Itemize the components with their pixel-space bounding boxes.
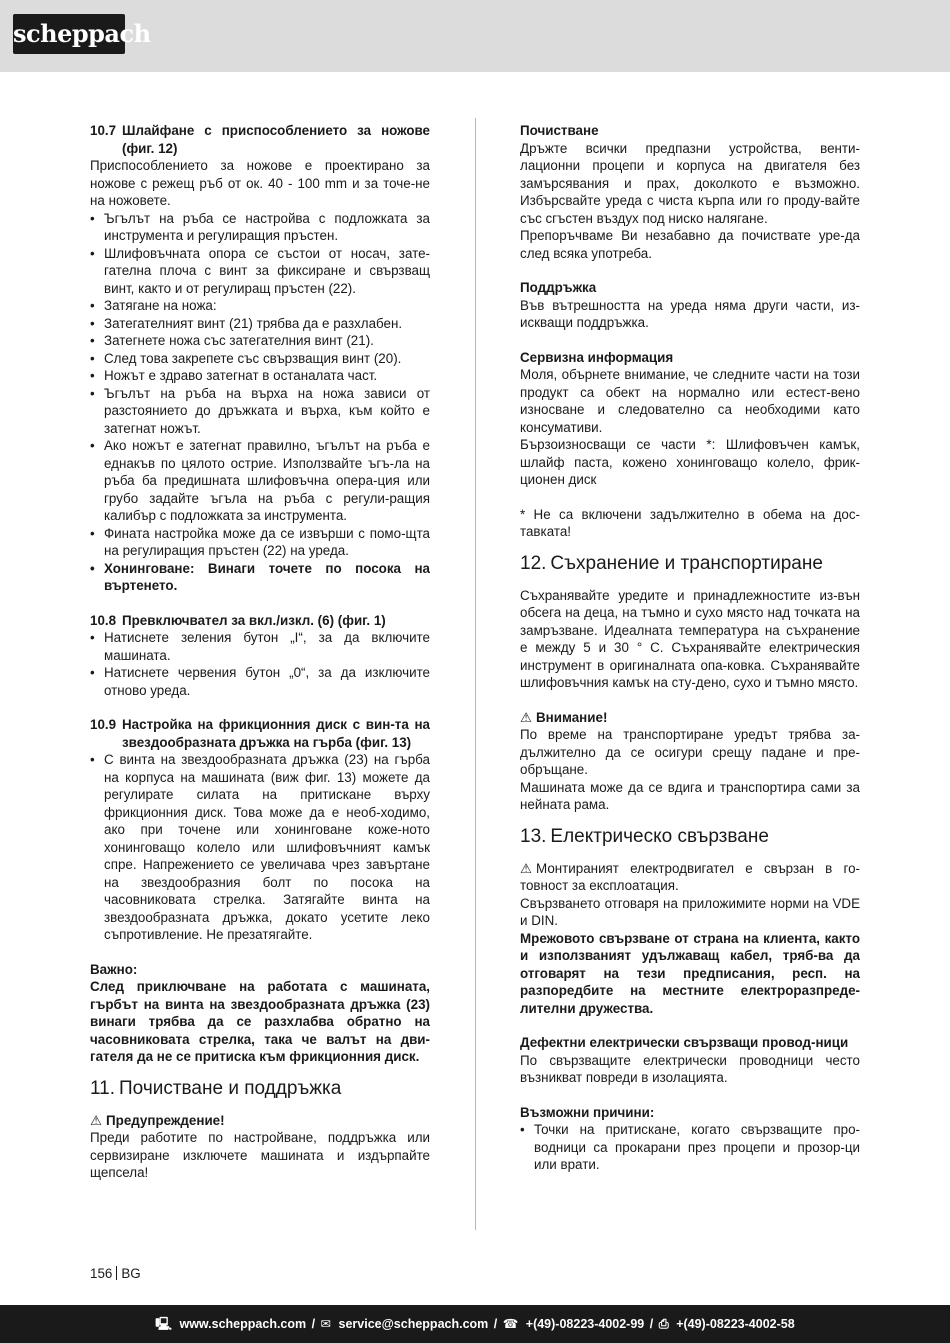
important-text: След приключване на работата с машината, гърбът на винта на звездообразната дръжка (23) винаги трябва да се разхлабва обратно на часовниковата стрелка, така че валът на дви-гателя да не се притиска към фрикционния диск. <box>90 979 430 1064</box>
list-item: • С винта на звездообразната дръжка (23) на гърба на корпуса на машината (виж фиг. 13) можете да регулирате силата на притискане върху фрикционния диск. Това може да е необ-ходимо, ако при точене или хонинговане коже-ното хонинговащо колело или шлифовъчният камък спре. Напрежението се увеличава чрез завъртане на звездообразния болт по посока на часовниковата стрелка. Затягайте винта на звездообразната дръжка, докато усетите леко съпротивление. Не презатягайте. <box>90 751 430 944</box>
list-item: • Ъгълът на ръба се настройва с подложката за инструмента и регулиращия пръстен. <box>90 210 430 245</box>
scheppach-logo: scheppach <box>13 14 125 54</box>
list-item: • Натиснете червения бутон „0“, за да изключите отново уреда. <box>90 664 430 699</box>
computer-icon: 🖳 <box>155 1317 172 1331</box>
section-10-7-intro: Приспособлението за ножове е проектирано за ножове с режещ ръб от ок. 40 - 100 mm и за точе-не на ножовете. <box>90 158 430 208</box>
list-item: • Точки на притискане, когато свързващите про-водници са прокарани през процепи и прозор-ци или врати. <box>520 1121 860 1174</box>
section-11-heading: 11. Почистване и поддръжка <box>90 1077 342 1099</box>
warning-triangle-icon: ⚠ <box>520 860 533 876</box>
warning-triangle-icon: ⚠ <box>520 709 533 725</box>
section-10-9-list <box>90 751 430 944</box>
electrical-text-2: Свързването отговаря на приложимите норми на VDE и DIN. <box>520 895 860 928</box>
list-item: • Затегнете ножа със затегателния винт (21). <box>90 332 430 350</box>
maintenance-label: Поддръжка <box>520 280 597 295</box>
list-item: • Натиснете зеления бутон „I“, за да включите машината. <box>90 629 430 664</box>
list-item: • Затягане на ножа: <box>90 297 430 315</box>
section-13-heading: 13. Електрическо свързване <box>520 825 769 847</box>
list-item: • Затегателният винт (21) трябва да е разхлабен. <box>90 315 430 333</box>
service-text-2: Бързоизносващи се части *: Шлифовъчен камък, шлайф паста, кожено хонинговащо колело, фрик-ционен диск <box>520 437 860 487</box>
service-note: * Не са включени задължително в обема на дос-тавката! <box>520 506 860 539</box>
service-text: Моля, обърнете внимание, че следните части на този продукт са обект на нормално или естест-вено износване и следователно са необходими като консумативи. <box>520 367 860 435</box>
cleaning-text: Дръжте всички предпазни устройства, венти-лационни процепи и корпуса на двигателя без замърсявания и прах, доколкото е възможно. Избърсвайте уреда с чиста кърпа или го проду-вайте със сгъстен въздух под ниско налягане. <box>520 140 860 226</box>
footer-web[interactable]: www.scheppach.com <box>179 1317 307 1331</box>
warning-text: Преди работите по настройване, поддръжка или сервизиране изключете машината и издърпайте щепсела! <box>90 1130 430 1180</box>
causes-label: Възможни причини: <box>520 1104 655 1120</box>
storage-text: Съхранявайте уредите и принадлежностите из-вън обсега на деца, на тъмно и сухо място над точката на замръзване. Идеалната температура на съхранение е между 5 и 30 ° C. Съхранявайте електрическия инструмент в оригиналната опа-ковка. Съхранявайте шлифовъчния камък на сту-дено, сухо и тъмно място. <box>520 587 860 690</box>
section-10-7-heading: 10.7 Шлайфане с приспособлението за ножове (фиг. 12) <box>90 123 430 156</box>
list-item: • Ъгълът на ръба на върха на ножа зависи от разстоянието до дръжката и върха, към който е затегнат ножът. <box>90 385 430 438</box>
list-item: • След това закрепете със свързващия винт (20). <box>90 350 430 368</box>
section-10-8-heading: 10.8 Превключвател за вкл./изкл. (6) (фиг. 1) <box>90 612 386 628</box>
important-label: Важно: <box>90 961 138 977</box>
causes-list <box>520 1121 860 1174</box>
footer-email[interactable]: service@scheppach.com <box>338 1317 489 1331</box>
warning-triangle-icon: ⚠ <box>90 1112 103 1128</box>
phone-icon: ☎ <box>502 1317 519 1331</box>
attention-heading: ⚠ Внимание! <box>520 709 608 725</box>
column-divider <box>475 118 476 1230</box>
section-10-7-list <box>90 210 430 595</box>
page-footer: 🖳 www.scheppach.com / ✉ service@scheppach.com / ☎ +(49)-08223-4002-99 / ⎙ +(49)-08223-4002-58 <box>0 1305 950 1343</box>
defect-label: Дефектни електрически свързващи провод-ници <box>520 1035 849 1050</box>
fax-icon: ⎙ <box>658 1317 669 1331</box>
list-item-honing: • Хонинговане: Винаги точете по посока на въртенето. <box>90 560 430 595</box>
section-10-8-list <box>90 629 430 699</box>
cleaning-text-2: Препоръчваме Ви незабавно да почиствате уре-да след всяка употреба. <box>520 228 860 261</box>
attention-text-2: Машината може да се вдига и транспортира сами за нейната рама. <box>520 779 860 812</box>
attention-text: По време на транспортиране уредът трябва за-дължително да се осигури срещу падане и пре-обръщане. <box>520 727 860 777</box>
footer-fax: +(49)-08223-4002-58 <box>676 1317 795 1331</box>
cleaning-label: Почистване <box>520 123 599 138</box>
list-item: • Шлифовъчната опора се състои от носач, зате-гателна плоча с винт за фиксиране и свързващ винт, както и от регулиращ пръстен (22). <box>90 245 430 298</box>
section-12-heading: 12. Съхранение и транспортиране <box>520 552 823 574</box>
section-10-9-heading: 10.9 Настройка на фрикционния диск с вин-та на звездообразната дръжка на гърба (фиг. 13) <box>90 717 430 750</box>
list-item: • Фината настройка може да се извърши с помо-щта на регулиращия пръстен (22) на уреда. <box>90 525 430 560</box>
left-column <box>90 122 430 1182</box>
right-column <box>520 122 860 1174</box>
list-item: • Ако ножът е затегнат правилно, ъгълът на ръба е еднакъв по цялото острие. Използвайте ъгъ-ла на ръба ба предишната шлифовъчна опера-ция или грубо задайте ъгъла на ръба с регули-ращия калибър с подложката за инструмента. <box>90 437 430 525</box>
page-header <box>0 0 950 72</box>
defect-text: По свързващите електрически проводници често възникват повреди в изолацията. <box>520 1052 860 1085</box>
warning-heading: ⚠ Предупреждение! <box>90 1112 225 1128</box>
service-label: Сервизна информация <box>520 349 674 365</box>
maintenance-text: Във вътрешността на уреда няма други части, из-искващи поддръжка. <box>520 297 860 330</box>
electrical-text-3: Мрежовото свързване от страна на клиента, както и използваният удължаващ кабел, тряб-ва да отговарят на тези предписания, респ. на разпоредбите на местните електроразпреде-лителни дружества. <box>520 930 860 1016</box>
electrical-text-1: ⚠ Монтираният електродвигател е свързан в го-товност за експлоатация. <box>520 860 860 893</box>
email-icon: ✉ <box>320 1317 332 1331</box>
list-item: • Ножът е здраво затегнат в останалата част. <box>90 367 430 385</box>
page-number: 156 BG <box>90 1266 141 1281</box>
footer-phone: +(49)-08223-4002-99 <box>525 1317 645 1331</box>
